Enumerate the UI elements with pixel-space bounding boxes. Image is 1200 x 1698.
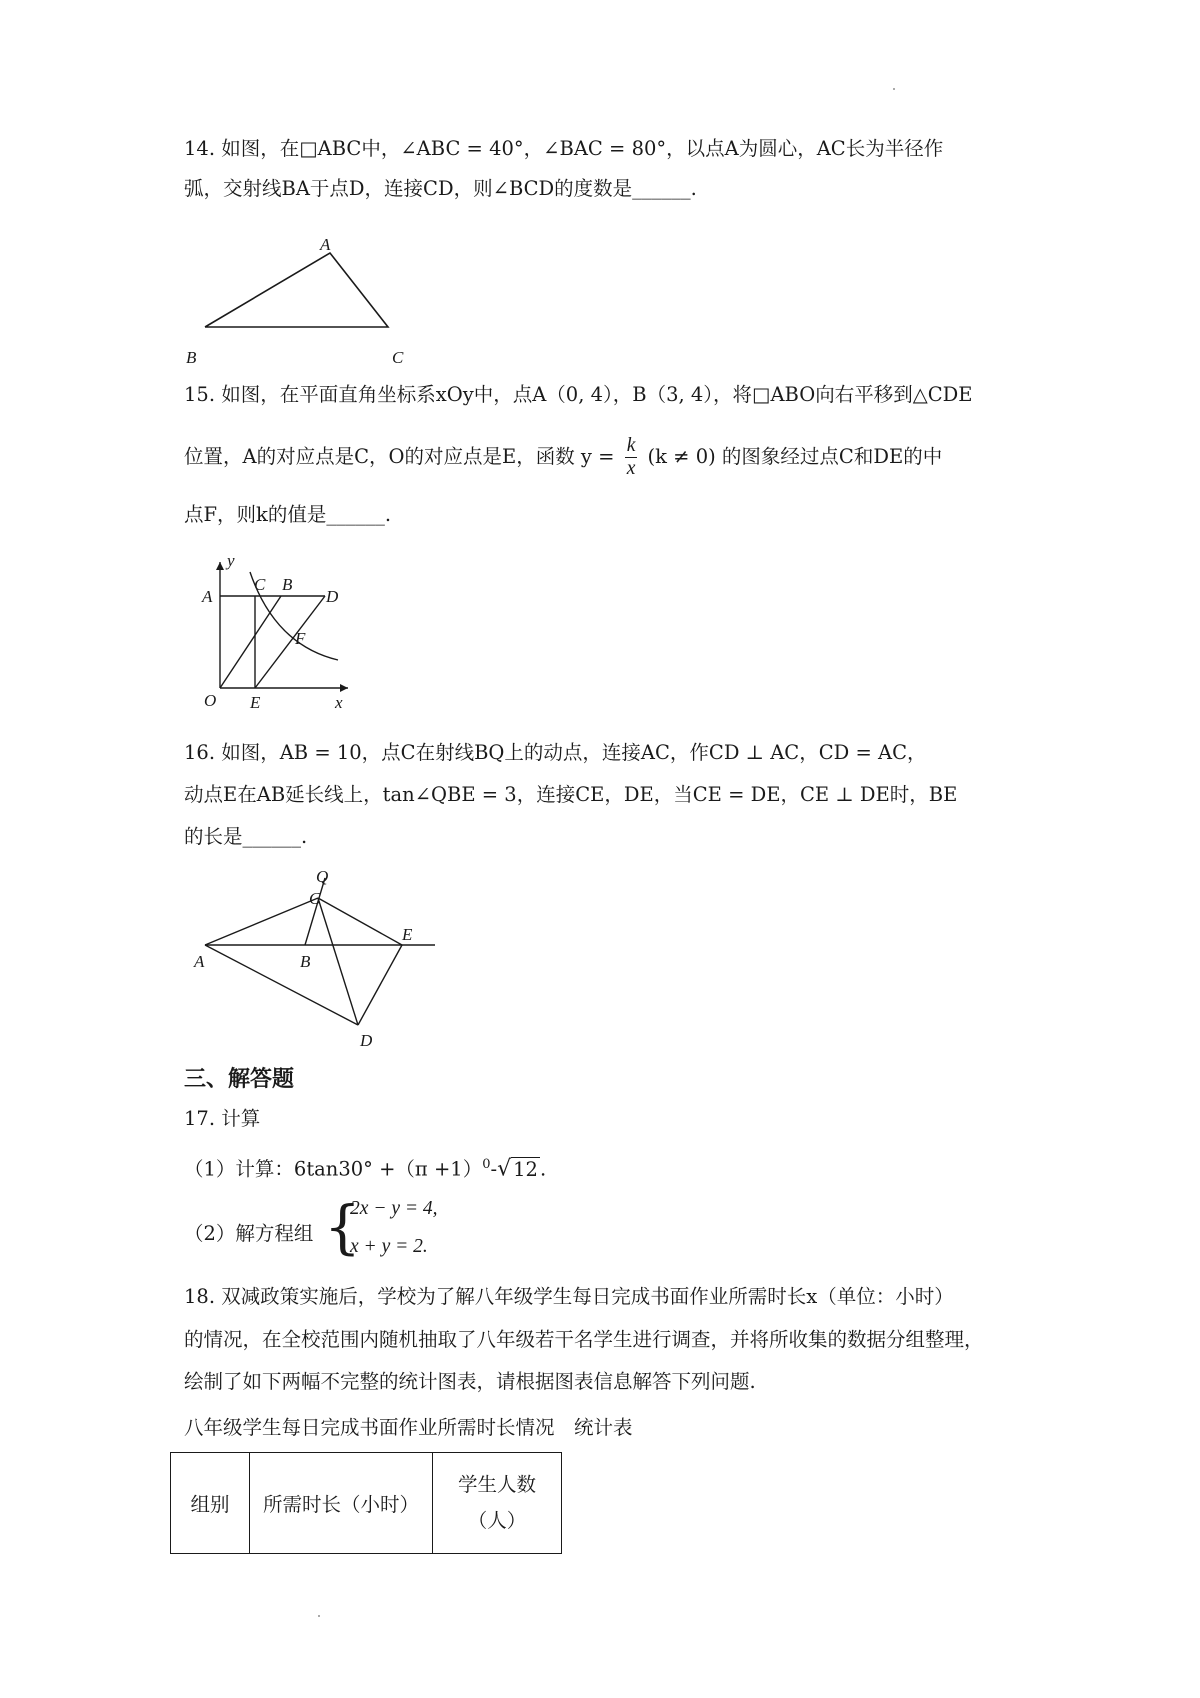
- q17-part1-pre: （1）计算：6tan30° +（π +1）: [184, 1157, 483, 1181]
- table-row: [171, 1453, 562, 1554]
- q17-title: 17. 计算: [184, 1107, 261, 1130]
- q14-label-A: A: [320, 235, 331, 254]
- q15-fraction: [625, 435, 638, 480]
- q15-line2-post: (k ≠ 0) 的图象经过点C和DE的中: [647, 445, 943, 468]
- q15-label-E: E: [250, 693, 261, 712]
- q17-part1-radicand: 12: [513, 1157, 538, 1181]
- section-heading: 三、解答题: [184, 1067, 295, 1092]
- q14-triangle-figure: [180, 230, 420, 370]
- q17-part1-sup: 0: [482, 1157, 491, 1172]
- q15-label-y: y: [227, 551, 235, 570]
- q16-label-B: B: [300, 952, 311, 971]
- q16-label-E: E: [402, 925, 413, 944]
- q15-label-A: A: [202, 587, 213, 606]
- q15-label-D: D: [326, 587, 339, 606]
- q15-line3: 点F，则k的值是______.: [184, 503, 392, 526]
- q14-triangle: [205, 253, 388, 327]
- q16-line2: 动点E在AB延长线上，tan∠QBE = 3，连接CE，DE，当CE = DE，CE ⊥ DE时，BE: [184, 783, 958, 806]
- q17-part1-end: .: [539, 1157, 547, 1181]
- q15-label-F: F: [295, 629, 306, 648]
- q18-table-title: 八年级学生每日完成书面作业所需时长情况 统计表: [184, 1416, 633, 1439]
- q18-line2: 的情况，在全校范围内随机抽取了八年级若干名学生进行调查，并将所收集的数据分组整理，: [184, 1328, 984, 1351]
- q17-part1: [184, 1150, 546, 1185]
- speck: [893, 88, 895, 90]
- q16-label-A: A: [194, 952, 205, 971]
- q15-frac-den: x: [626, 458, 636, 479]
- table-header-duration: 所需时长（小时）: [250, 1453, 433, 1554]
- brace-icon: {: [324, 1193, 361, 1261]
- q15-line2: [184, 435, 942, 480]
- table-header-count-b: （人）: [467, 1509, 527, 1532]
- q15-coordinate-figure: [180, 550, 360, 720]
- q16-geometry-figure: [180, 867, 450, 1050]
- q14-line1: 14. 如图，在□ABC中，∠ABC = 40°，∠BAC = 80°，以点A为圆心，AC长为半径作: [184, 137, 944, 160]
- q16-line1: 16. 如图，AB = 10，点C在射线BQ上的动点，连接AC，作CD ⊥ AC，CD = AC，: [184, 741, 927, 764]
- table-header-group: 组别: [171, 1453, 250, 1554]
- q14-label-B: B: [186, 348, 197, 367]
- q14-label-C: C: [392, 348, 404, 367]
- q17-part1-mid: -: [490, 1157, 498, 1181]
- radical-icon: √: [497, 1156, 512, 1182]
- q16-label-C: C: [309, 889, 321, 908]
- q18-line1: 18. 双减政策实施后，学校为了解八年级学生每日完成书面作业所需时长x（单位：小时）: [184, 1285, 954, 1308]
- q16-line3: 的长是______.: [184, 825, 308, 848]
- q18-line3: 绘制了如下两幅不完整的统计图表，请根据图表信息解答下列问题.: [184, 1370, 756, 1393]
- q15-label-B: B: [282, 575, 293, 594]
- speck: [318, 1615, 320, 1617]
- q16-label-Q: Q: [316, 867, 329, 886]
- q15-line2-pre: 位置，A的对应点是C，O的对应点是E，函数 y =: [184, 445, 615, 468]
- table-header-count-a: 学生人数: [457, 1473, 536, 1496]
- q14-line2: 弧，交射线BA于点D，连接CD，则∠BCD的度数是______.: [184, 177, 697, 200]
- q17-eq1: 2x − y = 4,: [350, 1198, 438, 1219]
- q17-part2-label: （2）解方程组: [184, 1222, 314, 1245]
- q17-eq2: x + y = 2.: [350, 1236, 428, 1257]
- q15-label-C: C: [254, 575, 266, 594]
- table-header-count: [433, 1453, 562, 1554]
- q15-frac-num: k: [626, 435, 636, 456]
- q15-label-x: x: [335, 693, 343, 712]
- q16-label-D: D: [360, 1031, 373, 1050]
- q15-label-O: O: [204, 691, 217, 710]
- q18-table: [170, 1452, 562, 1554]
- q15-line1: 15. 如图，在平面直角坐标系xOy中，点A（0, 4），B（3, 4），将□ABO向右平移到△CDE: [184, 383, 973, 406]
